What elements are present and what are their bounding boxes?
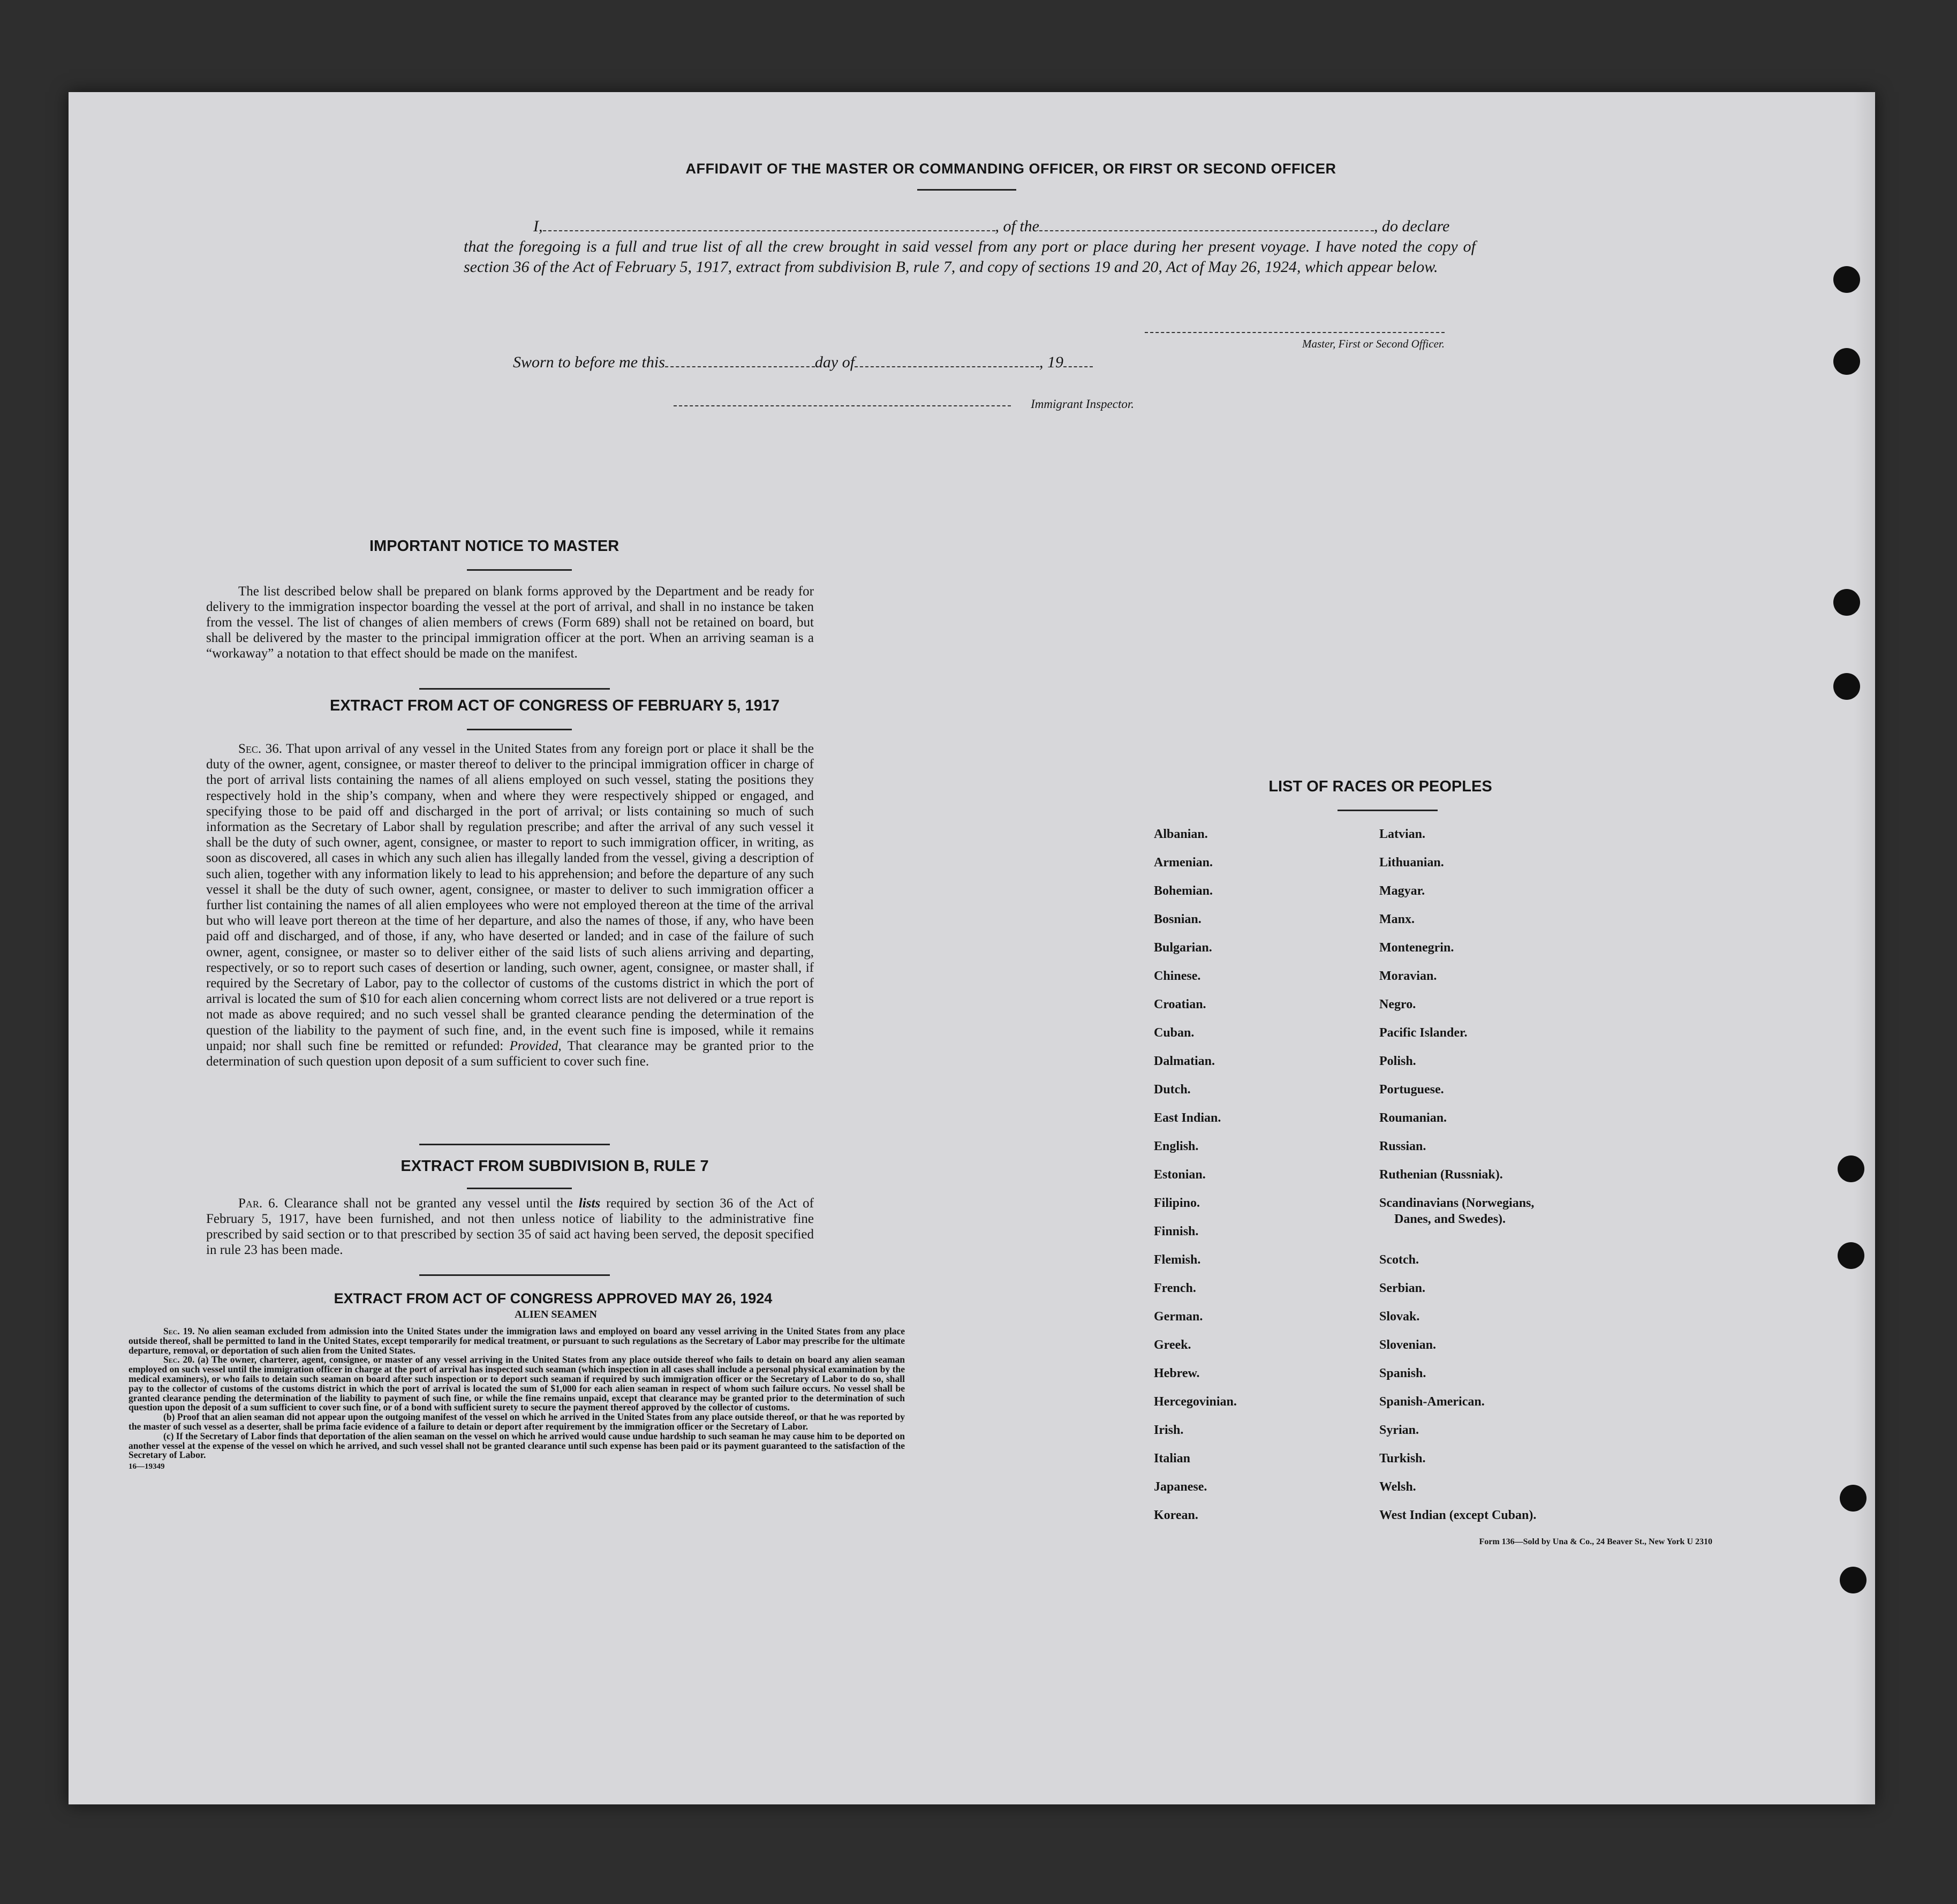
binder-hole (1840, 1567, 1867, 1593)
race-item: Albanian. (1154, 827, 1208, 841)
divider (419, 1144, 610, 1145)
race-item: Estonian. (1154, 1168, 1206, 1182)
race-item: Bulgarian. (1154, 941, 1212, 955)
race-item: Bohemian. (1154, 884, 1213, 898)
race-item: Ruthenian (Russniak). (1379, 1168, 1503, 1182)
race-item: Greek. (1154, 1338, 1191, 1352)
sworn-prefix: Sworn to before me this (513, 353, 665, 371)
section-19-paragraph (129, 1327, 905, 1355)
binder-hole (1833, 589, 1860, 616)
notice-title: IMPORTANT NOTICE TO MASTER (369, 538, 619, 555)
divider (467, 729, 572, 730)
race-item: Dalmatian. (1154, 1054, 1215, 1068)
race-item: Syrian. (1379, 1423, 1419, 1437)
race-item: Danes, and Swedes). (1394, 1212, 1506, 1226)
inspector-label: Immigrant Inspector. (1031, 397, 1134, 411)
alien-seamen-subtitle: ALIEN SEAMEN (515, 1309, 597, 1320)
race-item: Flemish. (1154, 1253, 1201, 1267)
section-20c-paragraph: (c) If the Secretary of Labor finds that deportation of the alien seaman on the vessel on which he arrived would cause undue hardship to such seaman he may cause him to be deported on another vessel at the expense of the vessel on which he arrived, and such vessel shall not be granted clearance until such expense has been paid or its payment guaranteed to the satisfaction of the Secretary of Labor. (129, 1430, 905, 1461)
race-item: Roumanian. (1379, 1111, 1447, 1125)
affidavit-statement (464, 216, 1476, 277)
race-item: Dutch. (1154, 1083, 1191, 1097)
section-20b-paragraph: (b) Proof that an alien seaman did not appear upon the outgoing manifest of the vessel on which he arrived in the United States from any place outside thereof, or that he was reported by the master of such vessel as a deserter, shall be prima facie evidence of a failure to detain or deport after requirement by the immigration officer or the Secretary of Labor. (129, 1411, 905, 1432)
race-item: Turkish. (1379, 1452, 1426, 1465)
affidavit-declare-label: , do declare (1374, 217, 1450, 235)
form-footer: Form 136—Sold by Una & Co., 24 Beaver St., New York U 2310 (1479, 1537, 1712, 1546)
race-item: Scandinavians (Norwegians, (1379, 1196, 1535, 1210)
race-item: Montenegrin. (1379, 941, 1454, 955)
binder-hole (1838, 1155, 1864, 1182)
race-item: Latvian. (1379, 827, 1426, 841)
sworn-year-field[interactable] (1063, 354, 1093, 367)
affidavit-title: AFFIDAVIT OF THE MASTER OR COMMANDING OFFICER, OR FIRST OR SECOND OFFICER (685, 161, 1336, 177)
race-item: Negro. (1379, 998, 1416, 1011)
race-item: French. (1154, 1281, 1196, 1295)
affidavit-i-label: I, (533, 217, 543, 235)
paragraph-6-label: Par. 6. (238, 1196, 278, 1211)
race-item: Serbian. (1379, 1281, 1426, 1295)
race-item: Pacific Islander. (1379, 1026, 1468, 1040)
paragraph-6-body-a: Clearance shall not be granted any vessel until the (284, 1196, 573, 1211)
race-item: Slovenian. (1379, 1338, 1437, 1352)
race-item: Cuban. (1154, 1026, 1195, 1040)
races-title: LIST OF RACES OR PEOPLES (1268, 778, 1492, 795)
lists-word: lists (578, 1196, 601, 1211)
binder-hole (1833, 266, 1860, 293)
notice-body: The list described below shall be prepared on blank forms approved by the Department and be ready for delivery to the immigration inspector boarding the vessel at the port of arrival, and shall in no instance be taken from the vessel. The list of changes of alien members of crews (Form 689) shall not be retained on board, but shall be delivered by the master to the principal immigration officer at the port. When an arriving seaman is a “workaway” a notation to that effect should be made on the manifest. (206, 584, 814, 661)
race-item: Spanish-American. (1379, 1395, 1485, 1409)
race-item: Hercegovinian. (1154, 1395, 1237, 1409)
section-36-body-end: That clearance may be granted prior to the determination of such question upon deposit of a sum sufficient to cover such fine. (206, 1038, 814, 1069)
section-20-label: Sec. 20. (163, 1354, 195, 1365)
race-item: Bosnian. (1154, 912, 1202, 926)
extract-1917-title: EXTRACT FROM ACT OF CONGRESS OF FEBRUARY 5, 1917 (329, 697, 780, 714)
paragraph-6-body-b: required by section 36 of the Act of February 5, 1917, have been furnished, and not then unless notice of liability to the administrative fine prescribed by said section or to that prescribed by section 35 of said act having been served, the deposit specified in rule 23 has been made. (206, 1196, 814, 1257)
affidavit-first-line (464, 216, 1476, 237)
sections-19-20-text (129, 1327, 905, 1472)
binder-hole (1833, 673, 1860, 700)
binder-hole (1833, 348, 1860, 375)
rule-7-title: EXTRACT FROM SUBDIVISION B, RULE 7 (401, 1158, 709, 1175)
sworn-month-field[interactable] (855, 354, 1039, 367)
divider (467, 1188, 572, 1189)
race-item: Italian (1154, 1452, 1191, 1465)
document-page (69, 92, 1875, 1804)
section-19-label: Sec. 19. (163, 1326, 195, 1336)
race-item: Portuguese. (1379, 1083, 1444, 1097)
binder-hole (1840, 1485, 1867, 1512)
race-item: Russian. (1379, 1139, 1426, 1153)
race-item: Croatian. (1154, 998, 1206, 1011)
divider (1338, 810, 1438, 811)
race-item: Armenian. (1154, 856, 1213, 870)
section-36-body: That upon arrival of any vessel in the United States from any foreign port or place it shall be the duty of the owner, agent, consignee, or master thereof to deliver to the principal immigration officer in charge of the port of arrival lists containing the names of all aliens employed on such vessel, stating the positions they respectively hold in the ship’s company, when and where they were respectively shipped or engaged, and specifying those to be paid off and discharged in the port of arrival; or lists containing so much of such information as the Secretary of Labor shall by regulation prescribe; and after the arrival of any such vessel it shall be the duty of such owner, agent, consignee, or master to report to such immigration officer, in writing, as soon as discovered, all cases in which any such alien has illegally landed from the vessel, giving a description of such alien, together with any information likely to lead to his apprehension; and before the departure of any such vessel it shall be the duty of such owner, agent, consignee, or master to deliver to such immigration officer a further list containing the names of all alien employees who were not employed thereon at the time of the arrival but who will leave port thereon at the time of her departure, and also the names of those, if any, who have been paid off and discharged, and of those, if any, who have deserted or landed; and in case of the failure of such owner, agent, consignee, or master so to deliver either of the said lists of such aliens arriving and departing, respectively, or so to report such cases of desertion or landing, such owner, agent, consignee, or master shall, if required by the Secretary of Labor, pay to the collector of customs of the customs district in which the port of arrival is located the sum of $10 for each alien concerning whom correct lists are not delivered or a true report is not made as above required; and no such vessel shall be granted clearance pending the determination of the question of the liability to the payment of such fine, and, in the event such fine is imposed, while it remains unpaid; nor shall such fine be remitted or refunded: (206, 742, 814, 1053)
race-item: Irish. (1154, 1423, 1184, 1437)
extract-1924-title: EXTRACT FROM ACT OF CONGRESS APPROVED MAY 26, 1924 (334, 1290, 773, 1306)
race-item: East Indian. (1154, 1111, 1221, 1125)
sworn-day-label: day of (814, 353, 855, 371)
sworn-day-field[interactable] (665, 354, 815, 367)
race-item: Japanese. (1154, 1480, 1207, 1494)
divider (419, 1274, 610, 1276)
affidavit-body: that the foregoing is a full and true list of all the crew brought in said vessel from any port or place during her present voyage. I have noted the copy of section 36 of the Act of February 5, 1917, extract from subdivision B, rule 7, and copy of sections 19 and 20, Act of May 26, 1924, which appear below. (464, 238, 1476, 276)
sworn-statement (513, 353, 1209, 372)
race-item: Manx. (1379, 912, 1415, 926)
race-item: Finnish. (1154, 1225, 1199, 1238)
section-19-body: No alien seaman excluded from admission into the United States under the immigration laws and employed on board any vessel arriving in the United States from any place outside thereof, shall be permitted to land in the United States, except temporarily for medical treatment, or pursuant to such regulations as the Secretary of Labor may prescribe for the ultimate departure, removal, or deportation of such alien from the United States. (129, 1326, 905, 1356)
race-item: West Indian (except Cuban). (1379, 1508, 1537, 1522)
inspector-signature-line[interactable] (674, 405, 1011, 406)
race-item: Chinese. (1154, 969, 1201, 983)
affidavit-of-label: , of the (995, 217, 1039, 235)
race-item: Korean. (1154, 1508, 1198, 1522)
race-item: Spanish. (1379, 1366, 1426, 1380)
master-signature-label: Master, First or Second Officer. (1302, 337, 1445, 350)
race-item: Lithuanian. (1379, 856, 1444, 870)
race-item: Slovak. (1379, 1310, 1420, 1324)
divider (419, 688, 610, 690)
race-item: Welsh. (1379, 1480, 1416, 1494)
race-item: German. (1154, 1310, 1203, 1324)
race-item: Polish. (1379, 1054, 1416, 1068)
section-36-label: Sec. 36. (238, 742, 282, 756)
master-name-field[interactable] (543, 218, 995, 231)
section-20a-body: (a) The owner, charterer, agent, consignee, or master of any vessel arriving in the United States from any place outside thereof who fails to detain on board any alien seaman employed on such vessel until the immigration officer in charge at the port of arrival has inspected such seaman (which inspection in all cases shall include a personal physical examination by the medical examiners), or who fails to detain such seaman on board after such inspection or to deport such seaman if required by such immigration officer or the Secretary of Labor to do so, shall pay to the collector of customs of the customs district in which the port of arrival is located the sum of $1,000 for each alien seaman in respect of whom such failure occurs. No vessel shall be granted clearance pending the determination of the liability to payment of such fine, or while the fine remains unpaid, except that clearance may be granted prior to the determination of such question upon the deposit of a sum sufficient to cover such fine, or of a bond with sufficient surety to secure the payment thereof approved by the collector of customs. (129, 1354, 905, 1413)
race-item: Scotch. (1379, 1253, 1419, 1267)
race-item: Hebrew. (1154, 1366, 1200, 1380)
divider (917, 189, 1016, 191)
provided-word: Provided, (509, 1038, 562, 1053)
binder-hole (1838, 1242, 1864, 1269)
race-item: Magyar. (1379, 884, 1425, 898)
print-code: 16—19349 (129, 1462, 165, 1471)
vessel-name-field[interactable] (1039, 218, 1374, 231)
section-36-text (206, 741, 814, 1069)
sworn-year-label: , 19 (1039, 353, 1064, 371)
race-item: Moravian. (1379, 969, 1437, 983)
race-item: Filipino. (1154, 1196, 1200, 1210)
section-20a-paragraph (129, 1355, 905, 1412)
divider (467, 569, 572, 571)
paragraph-6-text (206, 1196, 814, 1258)
master-signature-line[interactable] (1145, 332, 1445, 333)
race-item: English. (1154, 1139, 1199, 1153)
